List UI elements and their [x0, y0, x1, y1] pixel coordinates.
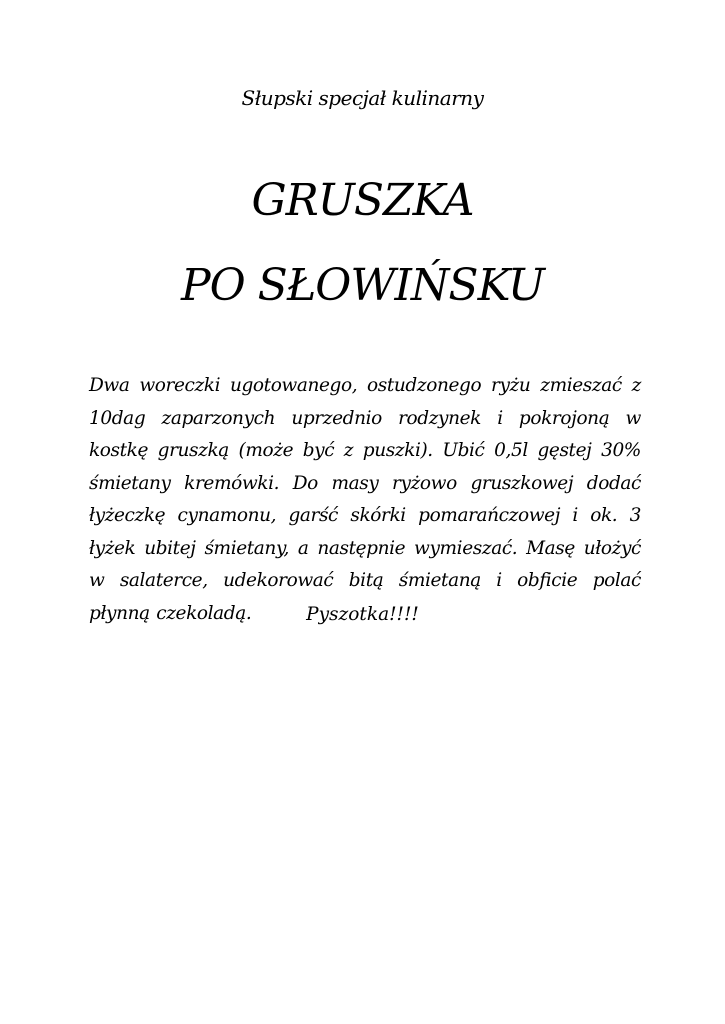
document-title-line-1: GRUSZKA: [251, 175, 474, 226]
document-title-line-2: PO SŁOWIŃSKU: [181, 260, 544, 311]
recipe-paragraph: Dwa woreczki ugotowanego, ostudzonego ryżu zmieszać z 10dag zaparzonych uprzednio rodzynek i pokrojoną w kostkę gruszką (może być z puszki). Ubić 0,5l gęstej 30% śmietany kremówki. Do masy ryżowo gruszkowej dodać łyżeczkę cynamonu, garść skórki pomarańczowej i ok. 3 łyżek ubitej śmietany, a następnie wymieszać. Masę ułożyć w salaterce, udekorować bitą śmietaną i obficie polać płynną czekoladą.: [89, 375, 641, 624]
closing-exclamation: Pyszotka!!!!: [306, 604, 419, 625]
document-subtitle: Słupski specjał kulinarny: [241, 86, 484, 110]
